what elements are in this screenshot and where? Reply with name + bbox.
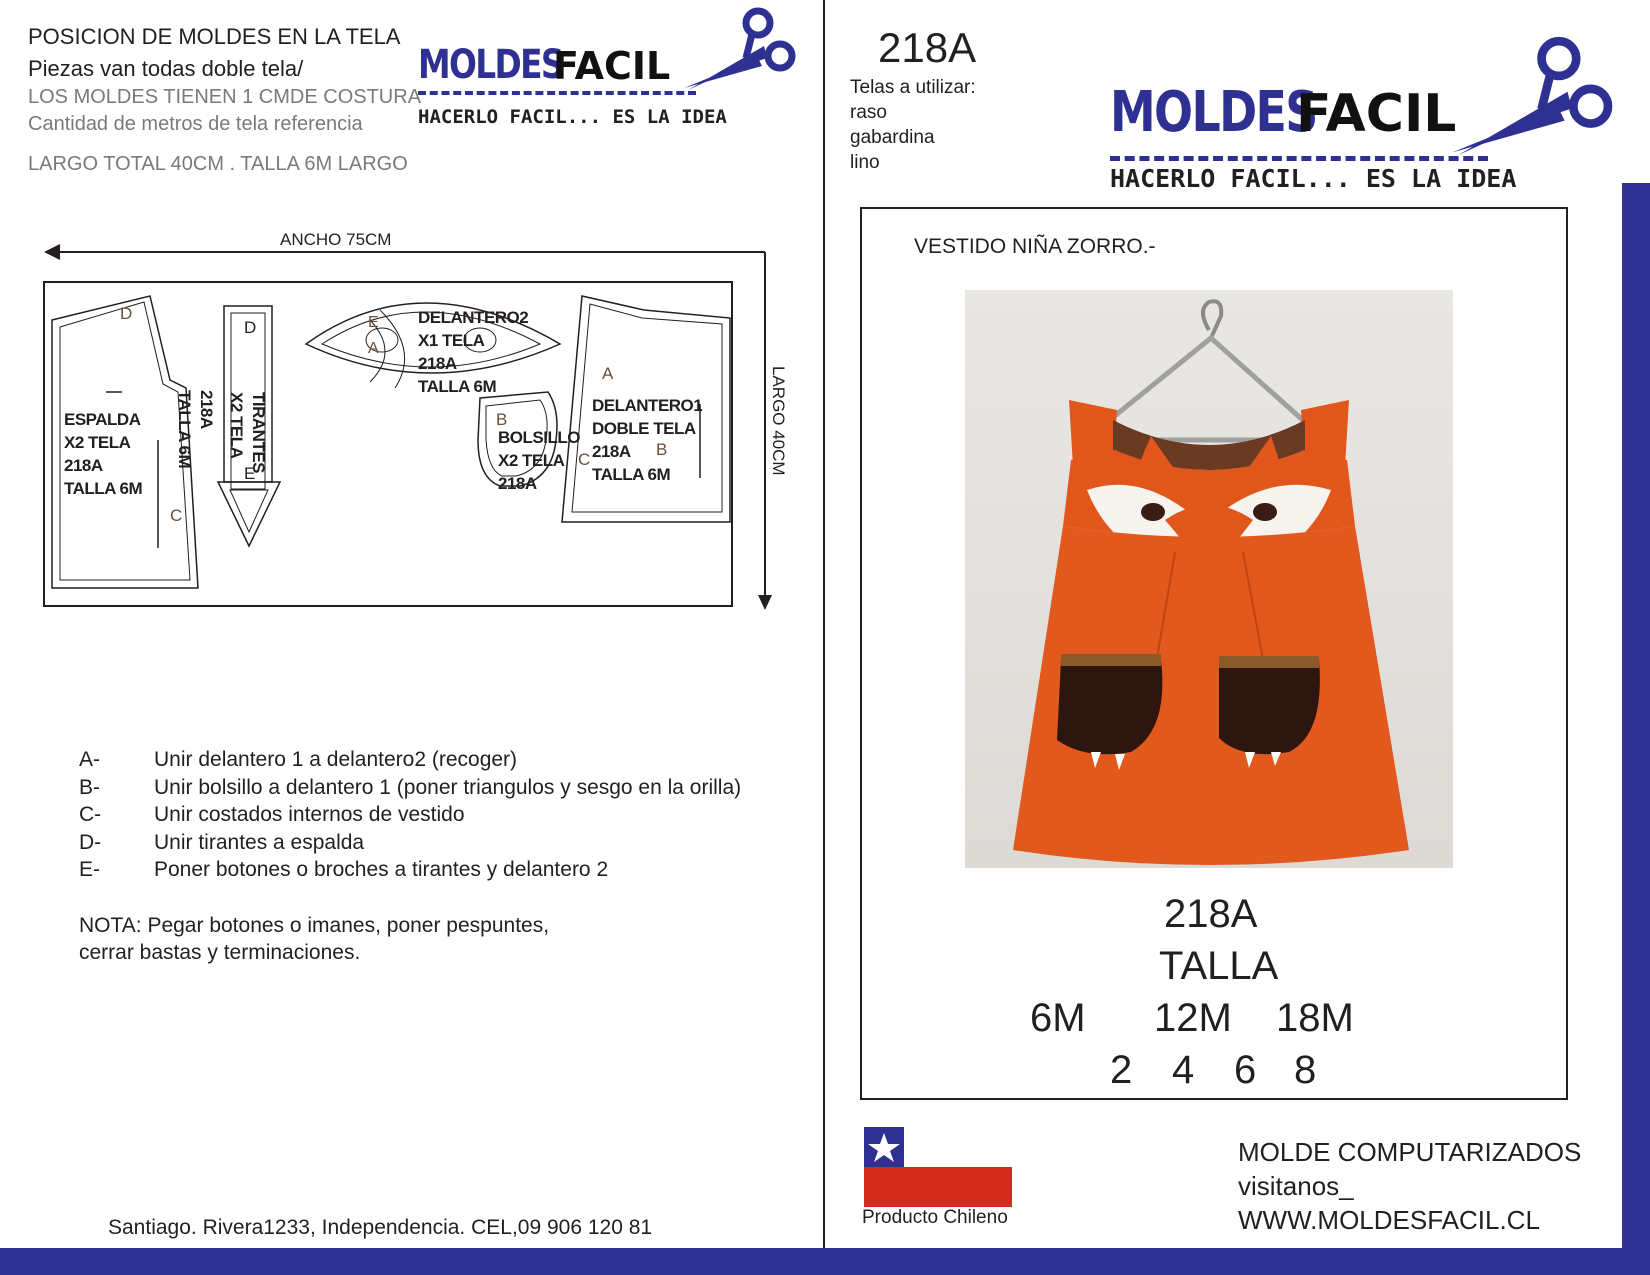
piece-delantero2-line: TALLA 6M: [418, 377, 497, 396]
piece-tirantes-line: TIRANTES: [249, 392, 268, 473]
page-divider: [823, 0, 825, 1275]
instruction-item: [79, 774, 779, 802]
piece-delantero2-line: DELANTERO2: [418, 308, 529, 327]
product-code: 218A: [1164, 892, 1258, 936]
piece-bolsillo-line: 218A: [498, 474, 537, 493]
instruction-text: Unir bolsillo a delantero 1 (poner triangulos y sesgo en la orilla): [154, 775, 742, 799]
fabric-item: lino: [850, 152, 880, 173]
logo-word-facil: FACIL: [1296, 84, 1457, 144]
instruction-text: Unir delantero 1 a delantero2 (recoger): [154, 748, 518, 771]
piece-espalda-line: ESPALDA: [64, 410, 141, 429]
header-line-4: Cantidad de metros de tela referencia: [28, 113, 363, 135]
instruction-item: [79, 829, 779, 857]
marker-e: E: [368, 314, 379, 331]
size-option: 12M: [1154, 996, 1232, 1040]
instruction-text: Unir costados internos de vestido: [154, 803, 465, 826]
piece-delantero2-label: [418, 306, 528, 398]
piece-espalda-line: X2 TELA: [64, 433, 131, 452]
piece-delantero1-line: DOBLE TELA: [592, 419, 696, 438]
product-title: VESTIDO NIÑA ZORRO.-: [914, 235, 1156, 258]
size-option: 6M: [1030, 996, 1086, 1040]
piece-bolsillo-line: X2 TELA: [498, 451, 565, 470]
instruction-key: A-: [79, 748, 100, 771]
size-option: 4: [1172, 1048, 1195, 1092]
marker-c: C: [170, 506, 183, 525]
instruction-key: D-: [79, 830, 102, 854]
pattern-code: 218A: [878, 24, 977, 71]
bottom-bar: [0, 1248, 1650, 1275]
piece-delantero1-line: TALLA 6M: [592, 465, 671, 484]
marker-d: D: [120, 304, 133, 323]
instructions-list: [79, 746, 779, 884]
marker-a: A: [602, 364, 614, 383]
marker-b: B: [496, 410, 508, 429]
address-text: Santiago. Rivera1233, Independencia. CEL,09 906 120 81: [108, 1216, 653, 1239]
logo-word-facil: FACIL: [553, 44, 671, 88]
length-label: LARGO 40CM: [769, 366, 788, 476]
instruction-item: [79, 746, 779, 774]
fabric-item: gabardina: [850, 127, 935, 148]
header-line-5: LARGO TOTAL 40CM . TALLA 6M LARGO: [28, 153, 408, 175]
note-block: [79, 912, 549, 966]
piece-espalda-line: 218A: [64, 456, 103, 475]
piece-bolsillo-label: [498, 426, 580, 495]
website-link[interactable]: WWW.MOLDESFACIL.CL: [1238, 1205, 1540, 1235]
instruction-text: Unir tirantes a espalda: [154, 830, 365, 854]
marker-c: C: [578, 450, 591, 469]
piece-espalda-line: TALLA 6M: [64, 479, 143, 498]
logo-large: [1110, 44, 1630, 194]
instruction-item: [79, 801, 779, 829]
marker-d: D: [244, 318, 257, 337]
instruction-key: E-: [79, 858, 100, 881]
piece-espalda-side-label: [172, 390, 218, 486]
width-label: ANCHO 75CM: [280, 230, 392, 249]
piece-delantero1-line: 218A: [592, 442, 631, 461]
fox-dress-illustration: [965, 290, 1453, 868]
instruction-key: C-: [79, 803, 102, 826]
note-line: cerrar bastas y terminaciones.: [79, 941, 361, 964]
instruction-text: Poner botones o broches a tirantes y delantero 2: [154, 858, 609, 881]
piece-delantero2-line: 218A: [418, 354, 457, 373]
instruction-item: [79, 856, 779, 884]
marker-b: B: [656, 440, 668, 459]
logo-word-moldes: MOLDES: [1110, 80, 1317, 145]
piece-espalda-label: [64, 408, 142, 500]
piece-bolsillo-line: BOLSILLO: [498, 428, 580, 447]
logo-word-moldes: MOLDES: [418, 42, 563, 88]
size-option: 8: [1294, 1048, 1317, 1092]
size-option: 6: [1234, 1048, 1257, 1092]
side-bar: [1622, 183, 1650, 1253]
product-photo: [965, 290, 1453, 868]
piece-delantero2-line: X1 TELA: [418, 331, 485, 350]
header-line-3: LOS MOLDES TIENEN 1 CMDE COSTURA: [28, 86, 422, 108]
note-line: NOTA: Pegar botones o imanes, poner pespuntes,: [79, 914, 550, 937]
piece-espalda-side-line: TALLA 6M: [175, 390, 194, 469]
scissors-icon: [1440, 34, 1620, 164]
talla-label: TALLA: [1159, 944, 1279, 988]
footer-block: [1238, 1135, 1581, 1237]
piece-espalda-side-line: 218A: [197, 390, 216, 429]
fabrics-title: Telas a utilizar:: [850, 77, 976, 98]
fabrics-block: [850, 75, 976, 175]
flag-caption: Producto Chileno: [862, 1207, 1008, 1228]
header-line-2: Piezas van todas doble tela/: [28, 56, 304, 81]
piece-delantero1-label: [592, 394, 702, 486]
size-option: 2: [1110, 1048, 1133, 1092]
piece-delantero1-line: DELANTERO1: [592, 396, 703, 415]
marker-a: A: [368, 340, 379, 357]
footer-line: MOLDE COMPUTARIZADOS: [1238, 1137, 1582, 1167]
instruction-key: B-: [79, 775, 100, 799]
chile-flag-icon: [864, 1127, 1012, 1207]
header-line-1: POSICION DE MOLDES EN LA TELA: [28, 24, 401, 49]
footer-line: visitanos_: [1238, 1171, 1354, 1201]
logo-tagline: HACERLO FACIL... ES LA IDEA: [418, 106, 727, 128]
fabric-item: raso: [850, 102, 887, 123]
marker-e: E: [244, 464, 256, 483]
logo-tagline: HACERLO FACIL... ES LA IDEA: [1110, 164, 1517, 193]
size-option: 18M: [1276, 996, 1354, 1040]
logo-dash-line: [1110, 156, 1488, 161]
piece-tirantes-line: X2 TELA: [227, 392, 246, 459]
